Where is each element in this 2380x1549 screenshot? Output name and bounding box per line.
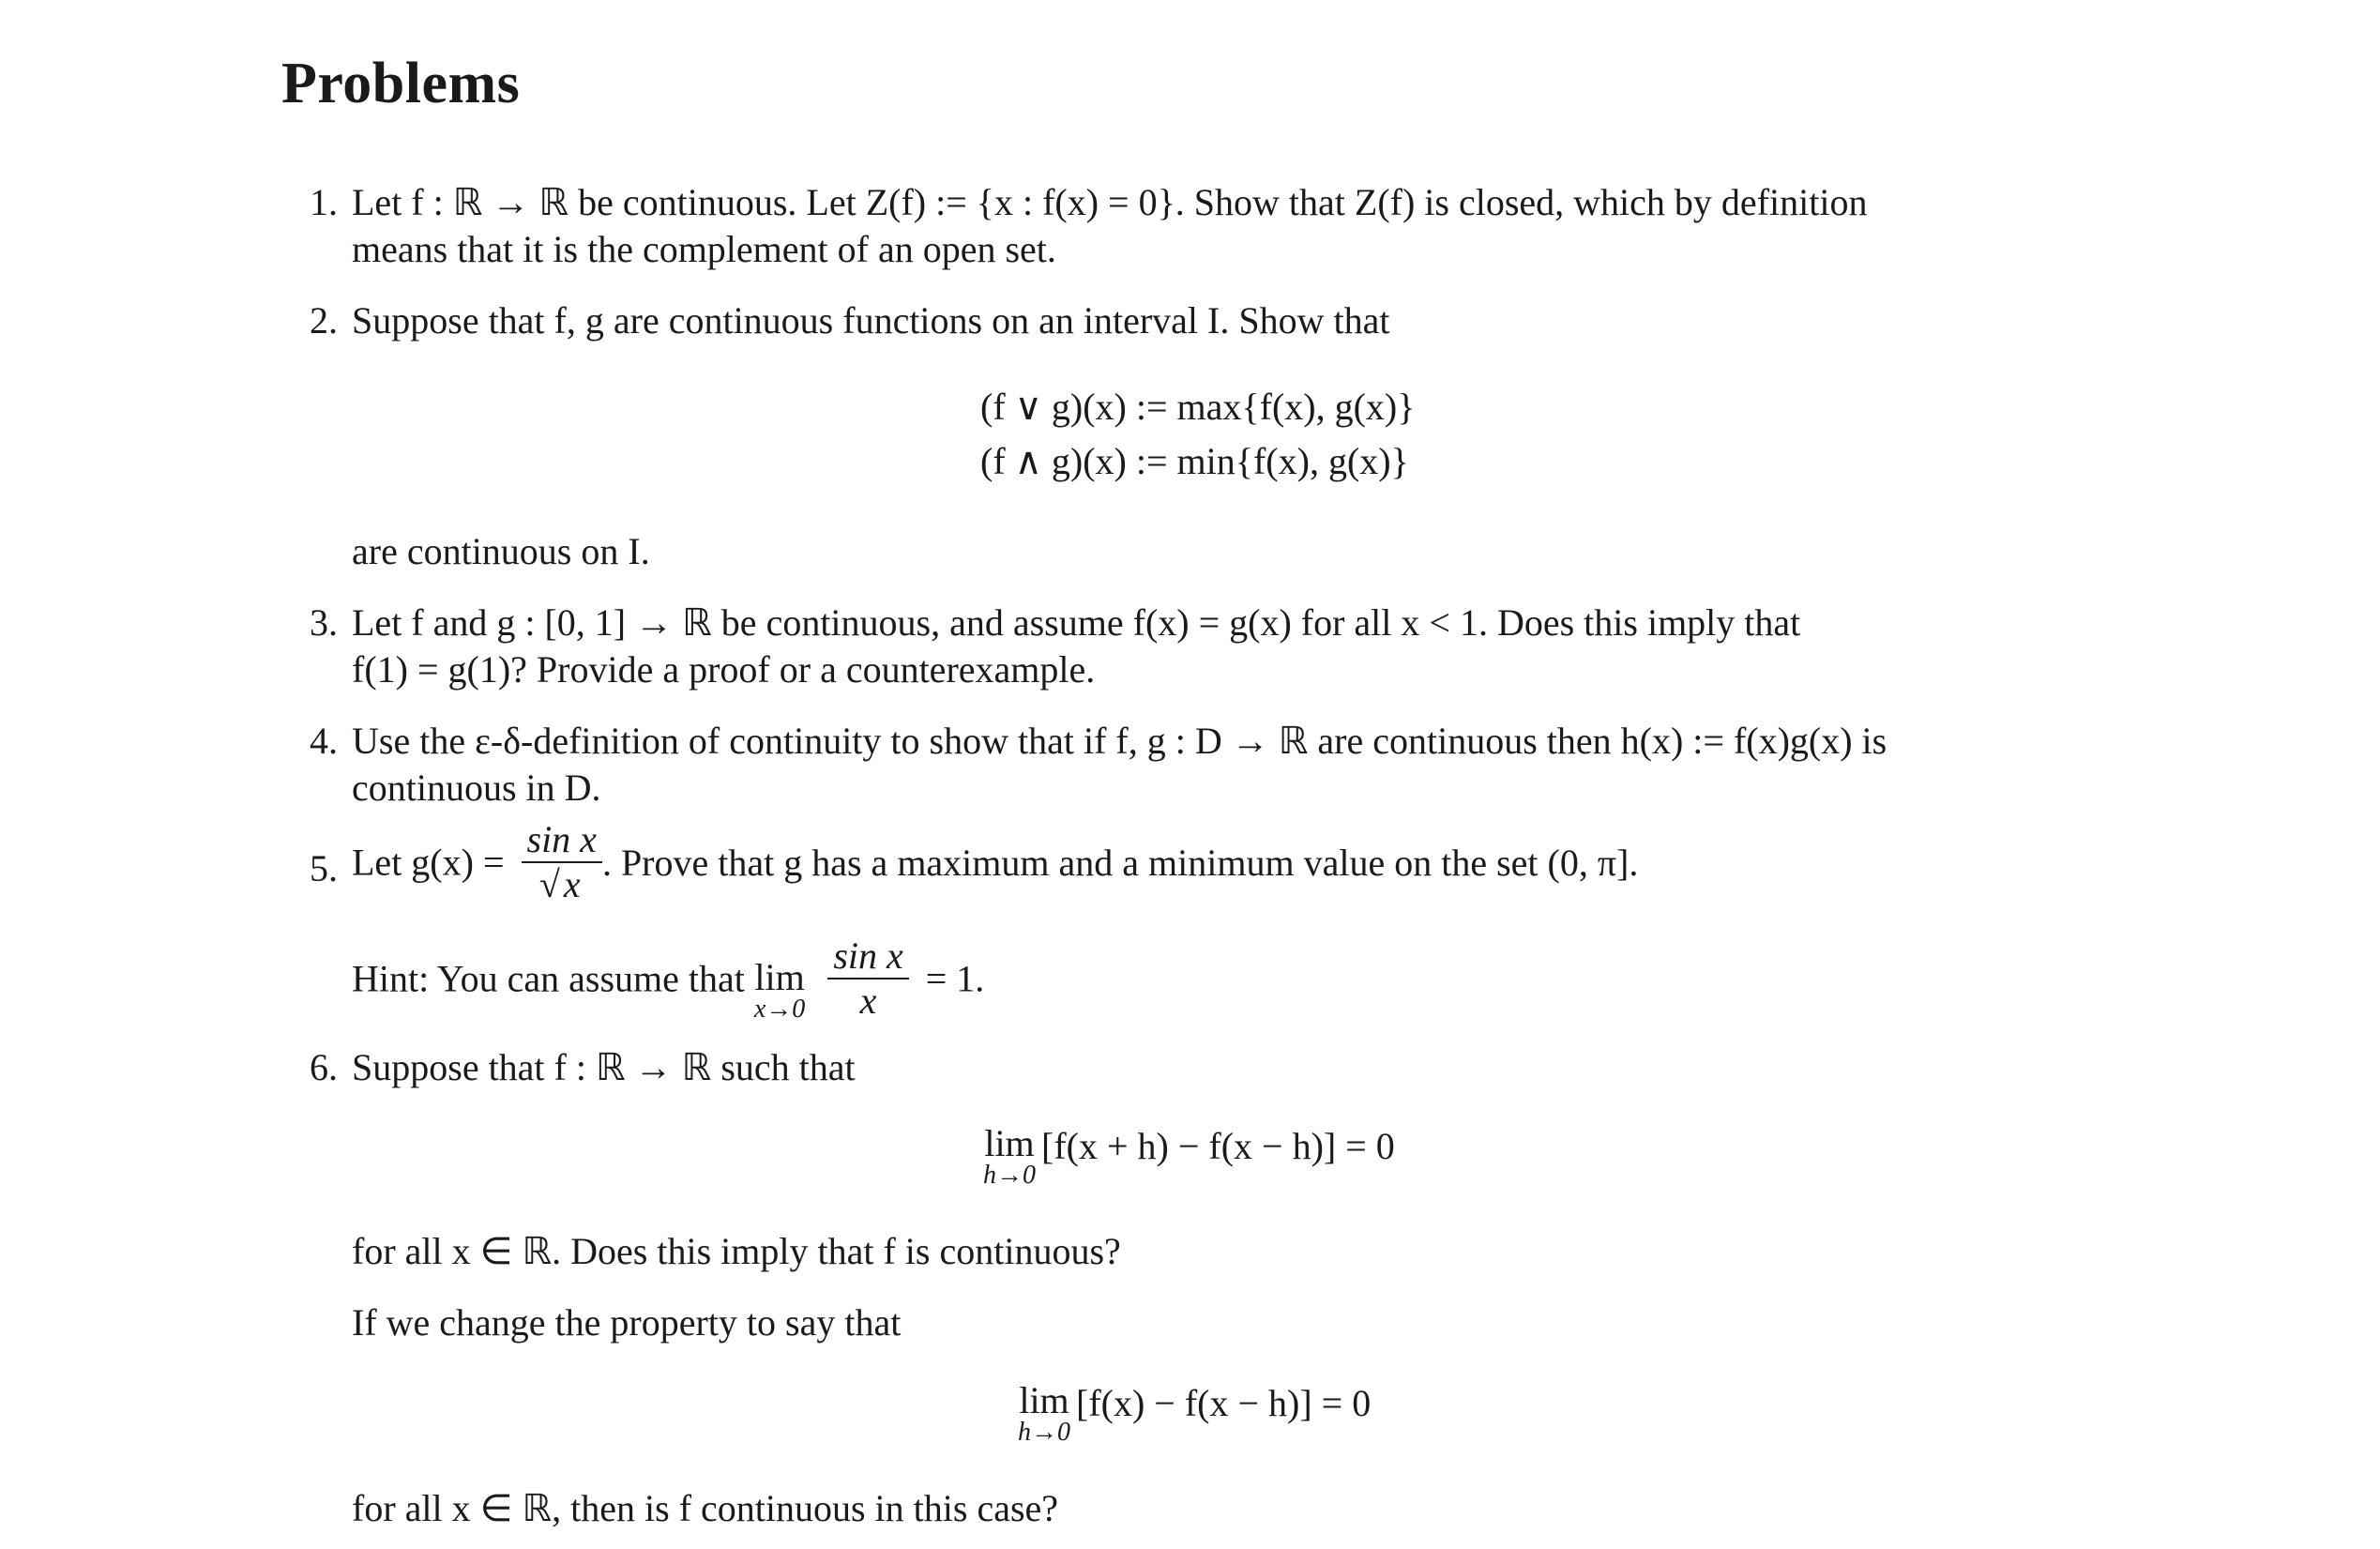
problem-5-prefix: Let g(x) = [352, 841, 505, 884]
problem-2-after: are continuous on I. [352, 530, 650, 572]
hint-limit: lim x→0 [753, 956, 806, 1024]
hint-suffix: = 1. [925, 957, 985, 1000]
problem-6-line-3: If we change the property to say that [352, 1301, 902, 1344]
hint-fraction-denominator: x [859, 980, 877, 1022]
problem-3-line-2: f(1) = g(1)? Provide a proof or a counterexample. [352, 648, 1096, 691]
equation-1-limit: lim h→0 [983, 1122, 1036, 1190]
problem-5-statement [352, 818, 1638, 906]
problem-5-fraction-denominator [522, 863, 602, 906]
problem-2-equation-2: (f ∧ g)(x) := min{f(x), g(x)} [980, 440, 1409, 482]
problem-2-number: 2. [310, 299, 338, 342]
problem-6-equation-1 [983, 1124, 1395, 1188]
problem-1-line-2: means that it is the complement of an open set. [352, 228, 1056, 270]
problem-5-suffix: . Prove that g has a maximum and a minimum value on the set (0, π]. [601, 841, 1639, 884]
problem-6-line-1: Suppose that f : ℝ → ℝ such that [352, 1046, 856, 1088]
hint-fraction [827, 934, 908, 1023]
hint-prefix: Hint: You can assume that [352, 957, 745, 1000]
problem-3-number: 3. [310, 601, 338, 644]
equation-1-body: [f(x + h) − f(x − h)] = 0 [1041, 1125, 1395, 1167]
problem-2-equation-1: (f ∨ g)(x) := max{f(x), g(x)} [980, 386, 1416, 428]
problem-2-line-1: Suppose that f, g are continuous functions on an interval I. Show that [352, 299, 1390, 342]
problem-4-line-1: Use the ε-δ-definition of continuity to show that if f, g : D → ℝ are continuous then h(x) := f(x)g(x) is [352, 720, 1887, 762]
problem-6-line-2: for all x ∈ ℝ. Does this imply that f is continuous? [352, 1230, 1121, 1272]
equation-2-limit: lim h→0 [1018, 1379, 1070, 1447]
problem-1-number: 1. [310, 181, 338, 223]
problem-4-number: 4. [310, 720, 338, 762]
problem-3-line-1: Let f and g : [0, 1] → ℝ be continuous, and assume f(x) = g(x) for all x < 1. Does this imply that [352, 601, 1801, 644]
page-title: Problems [281, 52, 521, 115]
problem-6-number: 6. [310, 1046, 338, 1088]
sqrt-symbol: √ x [539, 863, 584, 906]
problem-5-hint [352, 934, 984, 1023]
problem-5-fraction [522, 818, 602, 906]
problem-4-line-2: continuous in D. [352, 767, 601, 809]
equation-2-body: [f(x) − f(x − h)] = 0 [1076, 1382, 1372, 1424]
hint-fraction-numerator: sin x [827, 934, 908, 980]
problem-6-line-4: for all x ∈ ℝ, then is f continuous in this case? [352, 1487, 1059, 1529]
problem-6-equation-2 [1018, 1381, 1371, 1445]
problem-1-line-1: Let f : ℝ → ℝ be continuous. Let Z(f) := {x : f(x) = 0}. Show that Z(f) is closed, which by definition [352, 181, 1868, 223]
problem-5-number: 5. [310, 847, 338, 889]
problem-5-fraction-numerator: sin x [522, 818, 602, 863]
